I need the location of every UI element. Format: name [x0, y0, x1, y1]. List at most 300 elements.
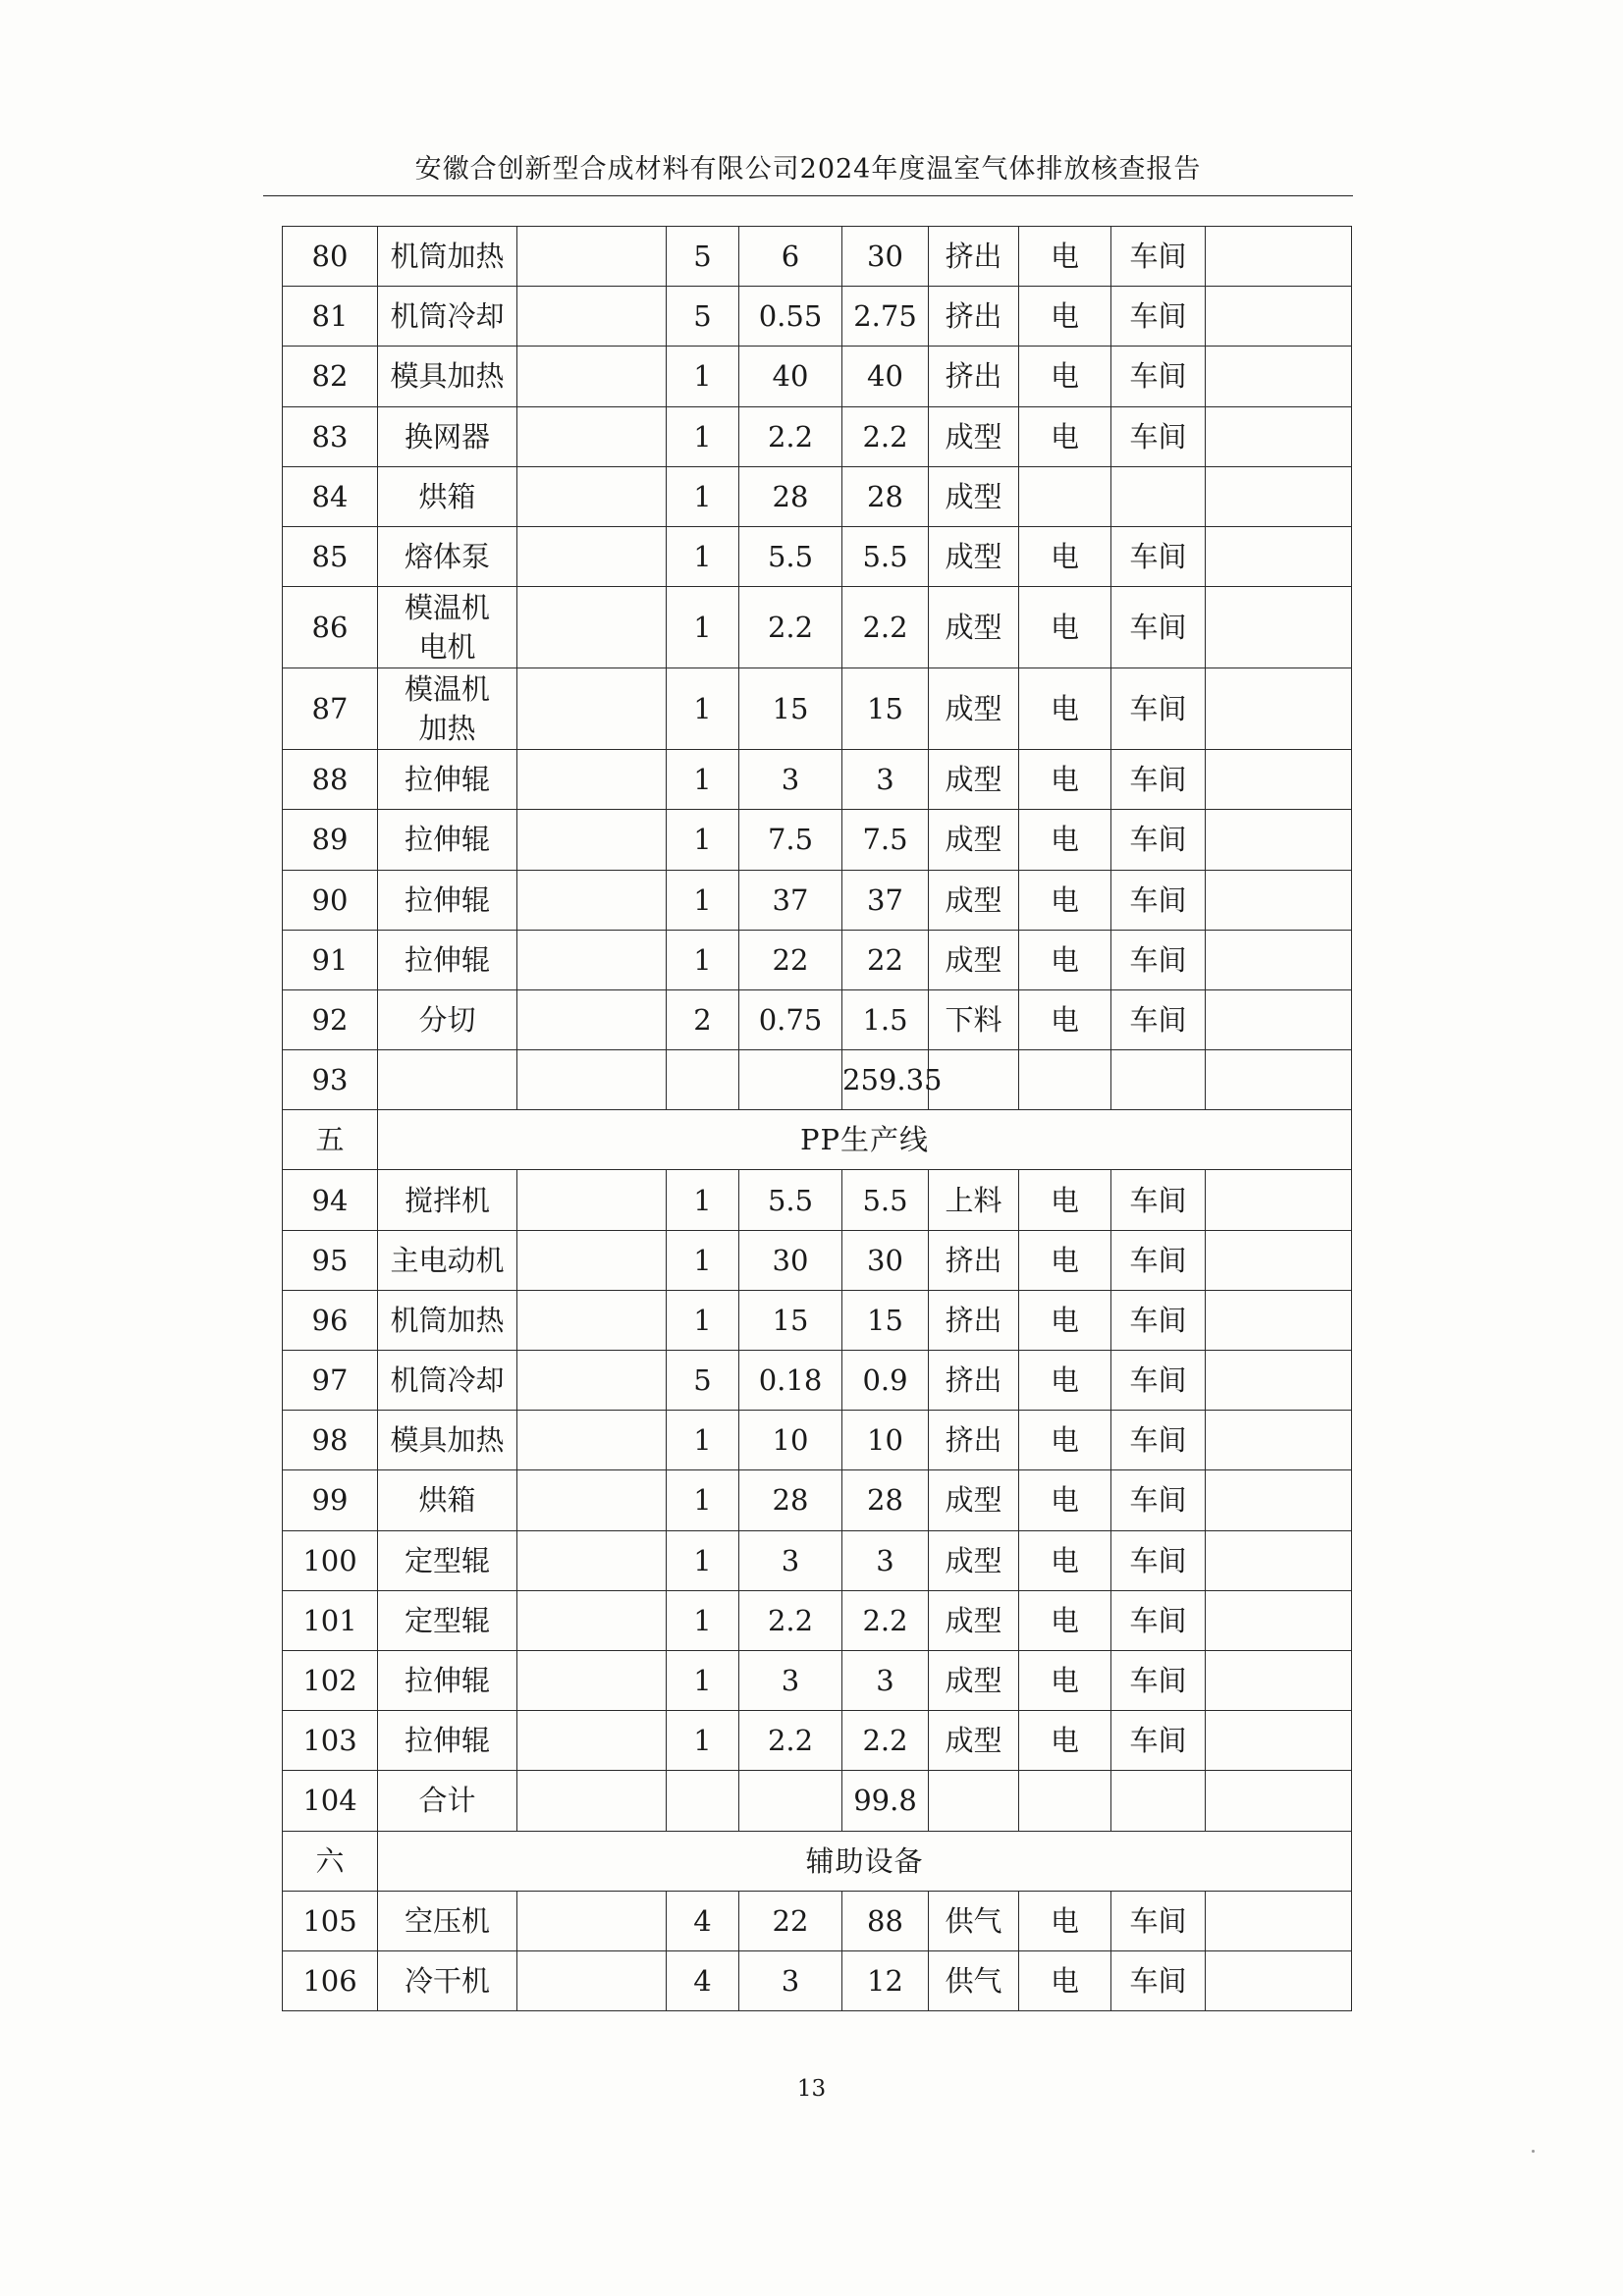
unit-power-cell: 7.5	[739, 810, 842, 870]
energy-type-cell: 电	[1019, 1230, 1111, 1290]
process-cell: 成型	[929, 870, 1019, 930]
process-cell: 成型	[929, 1530, 1019, 1590]
equipment-name-cell: 合计	[378, 1771, 517, 1831]
equipment-name-cell: 模温机电机	[378, 587, 517, 668]
location-cell: 车间	[1111, 1711, 1206, 1771]
note-cell	[1206, 587, 1352, 668]
quantity-cell: 1	[667, 1470, 739, 1530]
energy-type-cell	[1019, 466, 1111, 526]
row-number-cell: 106	[283, 1950, 378, 2010]
model-cell	[517, 287, 667, 347]
note-cell	[1206, 930, 1352, 989]
total-power-cell: 30	[842, 227, 929, 287]
process-cell: 挤出	[929, 1290, 1019, 1350]
total-power-cell: 2.2	[842, 587, 929, 668]
table-row	[283, 406, 1352, 466]
model-cell	[517, 526, 667, 586]
equipment-name-cell: 模具加热	[378, 1411, 517, 1470]
unit-power-cell: 3	[739, 750, 842, 810]
table-row	[283, 930, 1352, 989]
row-number-cell: 94	[283, 1170, 378, 1230]
process-cell: 供气	[929, 1950, 1019, 2010]
energy-type-cell: 电	[1019, 1170, 1111, 1230]
location-cell: 车间	[1111, 227, 1206, 287]
unit-power-cell: 3	[739, 1530, 842, 1590]
quantity-cell: 1	[667, 1230, 739, 1290]
page-number: 13	[796, 2076, 827, 2102]
equipment-name-cell: 烘箱	[378, 466, 517, 526]
model-cell	[517, 870, 667, 930]
table-row	[283, 1650, 1352, 1710]
quantity-cell: 2	[667, 989, 739, 1049]
unit-power-cell: 3	[739, 1950, 842, 2010]
total-power-cell: 259.35	[842, 1050, 929, 1110]
model-cell	[517, 1290, 667, 1350]
location-cell: 车间	[1111, 1170, 1206, 1230]
table-row	[283, 1050, 1352, 1110]
table-row	[283, 1351, 1352, 1411]
energy-type-cell: 电	[1019, 526, 1111, 586]
energy-type-cell: 电	[1019, 668, 1111, 750]
scan-speck	[1532, 2150, 1535, 2153]
quantity-cell: 1	[667, 1411, 739, 1470]
note-cell	[1206, 347, 1352, 406]
process-cell: 成型	[929, 810, 1019, 870]
energy-type-cell: 电	[1019, 1590, 1111, 1650]
model-cell	[517, 989, 667, 1049]
model-cell	[517, 1530, 667, 1590]
model-cell	[517, 1711, 667, 1771]
location-cell: 车间	[1111, 1351, 1206, 1411]
process-cell: 成型	[929, 1650, 1019, 1710]
location-cell: 车间	[1111, 347, 1206, 406]
unit-power-cell: 0.18	[739, 1351, 842, 1411]
quantity-cell: 1	[667, 1290, 739, 1350]
quantity-cell: 1	[667, 1590, 739, 1650]
note-cell	[1206, 1950, 1352, 2010]
model-cell	[517, 1170, 667, 1230]
total-power-cell: 37	[842, 870, 929, 930]
equipment-name-cell: 空压机	[378, 1891, 517, 1950]
row-number-cell: 85	[283, 526, 378, 586]
unit-power-cell: 15	[739, 668, 842, 750]
location-cell	[1111, 466, 1206, 526]
unit-power-cell: 22	[739, 930, 842, 989]
quantity-cell: 4	[667, 1891, 739, 1950]
process-cell: 成型	[929, 1470, 1019, 1530]
location-cell: 车间	[1111, 1891, 1206, 1950]
unit-power-cell: 10	[739, 1411, 842, 1470]
page-header-title: 安徽合创新型合成材料有限公司2024年度温室气体排放核查报告	[414, 154, 1202, 185]
note-cell	[1206, 526, 1352, 586]
note-cell	[1206, 1351, 1352, 1411]
location-cell: 车间	[1111, 1411, 1206, 1470]
model-cell	[517, 227, 667, 287]
energy-type-cell: 电	[1019, 347, 1111, 406]
note-cell	[1206, 227, 1352, 287]
row-number-cell: 88	[283, 750, 378, 810]
unit-power-cell: 22	[739, 1891, 842, 1950]
total-power-cell: 15	[842, 1290, 929, 1350]
location-cell: 车间	[1111, 1950, 1206, 2010]
model-cell	[517, 1230, 667, 1290]
total-power-cell: 99.8	[842, 1771, 929, 1831]
location-cell: 车间	[1111, 1290, 1206, 1350]
equipment-name-cell: 模温机加热	[378, 668, 517, 750]
location-cell: 车间	[1111, 406, 1206, 466]
energy-type-cell: 电	[1019, 810, 1111, 870]
equipment-name-cell: 拉伸辊	[378, 1650, 517, 1710]
row-number-cell: 87	[283, 668, 378, 750]
location-cell: 车间	[1111, 587, 1206, 668]
total-power-cell: 2.2	[842, 1590, 929, 1650]
table-row	[283, 1530, 1352, 1590]
table-row	[283, 287, 1352, 347]
quantity-cell: 5	[667, 1351, 739, 1411]
note-cell	[1206, 1230, 1352, 1290]
model-cell	[517, 1650, 667, 1710]
equipment-name-cell: 冷干机	[378, 1950, 517, 2010]
table-row	[283, 1230, 1352, 1290]
model-cell	[517, 1590, 667, 1650]
energy-type-cell: 电	[1019, 989, 1111, 1049]
note-cell	[1206, 1891, 1352, 1950]
energy-type-cell: 电	[1019, 1411, 1111, 1470]
row-number-cell: 93	[283, 1050, 378, 1110]
unit-power-cell: 0.75	[739, 989, 842, 1049]
equipment-name-cell: 机筒冷却	[378, 287, 517, 347]
equipment-name-cell: 拉伸辊	[378, 810, 517, 870]
model-cell	[517, 466, 667, 526]
row-number-cell: 98	[283, 1411, 378, 1470]
model-cell	[517, 1950, 667, 2010]
energy-type-cell	[1019, 1050, 1111, 1110]
process-cell: 成型	[929, 466, 1019, 526]
unit-power-cell: 37	[739, 870, 842, 930]
note-cell	[1206, 287, 1352, 347]
location-cell: 车间	[1111, 930, 1206, 989]
equipment-name-cell: 机筒加热	[378, 227, 517, 287]
row-number-cell: 90	[283, 870, 378, 930]
model-cell	[517, 1891, 667, 1950]
energy-type-cell: 电	[1019, 870, 1111, 930]
location-cell: 车间	[1111, 668, 1206, 750]
table-row	[283, 1950, 1352, 2010]
location-cell: 车间	[1111, 810, 1206, 870]
process-cell: 挤出	[929, 347, 1019, 406]
model-cell	[517, 810, 667, 870]
quantity-cell: 1	[667, 406, 739, 466]
location-cell: 车间	[1111, 526, 1206, 586]
process-cell: 成型	[929, 668, 1019, 750]
unit-power-cell: 2.2	[739, 1590, 842, 1650]
model-cell	[517, 1771, 667, 1831]
quantity-cell: 5	[667, 287, 739, 347]
process-cell: 供气	[929, 1891, 1019, 1950]
table-row	[283, 1590, 1352, 1650]
process-cell: 下料	[929, 989, 1019, 1049]
row-number-cell: 103	[283, 1711, 378, 1771]
section-header-row	[283, 1110, 1352, 1170]
row-number-cell: 96	[283, 1290, 378, 1350]
table-row	[283, 870, 1352, 930]
equipment-name-cell: 搅拌机	[378, 1170, 517, 1230]
equipment-name-cell: 定型辊	[378, 1590, 517, 1650]
process-cell	[929, 1050, 1019, 1110]
row-number-cell: 100	[283, 1530, 378, 1590]
table-row	[283, 587, 1352, 668]
quantity-cell: 1	[667, 870, 739, 930]
quantity-cell: 1	[667, 1650, 739, 1710]
model-cell	[517, 930, 667, 989]
energy-type-cell: 电	[1019, 227, 1111, 287]
total-power-cell: 3	[842, 750, 929, 810]
total-power-cell: 88	[842, 1891, 929, 1950]
quantity-cell: 4	[667, 1950, 739, 2010]
section-number-cell: 五	[283, 1110, 378, 1170]
table-row	[283, 1470, 1352, 1530]
quantity-cell: 1	[667, 750, 739, 810]
row-number-cell: 80	[283, 227, 378, 287]
total-power-cell: 15	[842, 668, 929, 750]
note-cell	[1206, 750, 1352, 810]
table-row	[283, 1711, 1352, 1771]
table-row	[283, 1170, 1352, 1230]
total-power-cell: 12	[842, 1950, 929, 2010]
equipment-name-cell: 机筒冷却	[378, 1351, 517, 1411]
equipment-name-cell: 熔体泵	[378, 526, 517, 586]
energy-type-cell: 电	[1019, 1891, 1111, 1950]
equipment-name-cell: 换网器	[378, 406, 517, 466]
equipment-name-cell: 模具加热	[378, 347, 517, 406]
process-cell: 成型	[929, 930, 1019, 989]
unit-power-cell: 2.2	[739, 587, 842, 668]
note-cell	[1206, 1530, 1352, 1590]
note-cell	[1206, 668, 1352, 750]
row-number-cell: 102	[283, 1650, 378, 1710]
row-number-cell: 95	[283, 1230, 378, 1290]
process-cell: 挤出	[929, 1411, 1019, 1470]
row-number-cell: 84	[283, 466, 378, 526]
location-cell: 车间	[1111, 989, 1206, 1049]
total-power-cell: 1.5	[842, 989, 929, 1049]
table-row	[283, 466, 1352, 526]
note-cell	[1206, 1050, 1352, 1110]
quantity-cell: 1	[667, 526, 739, 586]
quantity-cell	[667, 1771, 739, 1831]
energy-type-cell: 电	[1019, 1950, 1111, 2010]
section-title-cell: 辅助设备	[378, 1831, 1352, 1891]
unit-power-cell: 15	[739, 1290, 842, 1350]
table-row	[283, 810, 1352, 870]
unit-power-cell: 30	[739, 1230, 842, 1290]
row-number-cell: 82	[283, 347, 378, 406]
model-cell	[517, 750, 667, 810]
unit-power-cell: 2.2	[739, 406, 842, 466]
process-cell: 成型	[929, 526, 1019, 586]
total-power-cell: 3	[842, 1530, 929, 1590]
unit-power-cell: 5.5	[739, 526, 842, 586]
process-cell: 挤出	[929, 287, 1019, 347]
quantity-cell: 1	[667, 810, 739, 870]
equipment-name-cell: 拉伸辊	[378, 930, 517, 989]
model-cell	[517, 1411, 667, 1470]
quantity-cell: 5	[667, 227, 739, 287]
quantity-cell: 1	[667, 930, 739, 989]
energy-type-cell: 电	[1019, 930, 1111, 989]
location-cell: 车间	[1111, 287, 1206, 347]
process-cell: 挤出	[929, 1230, 1019, 1290]
process-cell: 成型	[929, 750, 1019, 810]
quantity-cell: 1	[667, 1711, 739, 1771]
total-power-cell: 10	[842, 1411, 929, 1470]
row-number-cell: 92	[283, 989, 378, 1049]
total-power-cell: 22	[842, 930, 929, 989]
location-cell: 车间	[1111, 1470, 1206, 1530]
row-number-cell: 97	[283, 1351, 378, 1411]
total-power-cell: 2.75	[842, 287, 929, 347]
quantity-cell: 1	[667, 466, 739, 526]
energy-type-cell: 电	[1019, 587, 1111, 668]
table-row	[283, 989, 1352, 1049]
unit-power-cell: 3	[739, 1650, 842, 1710]
row-number-cell: 99	[283, 1470, 378, 1530]
row-number-cell: 83	[283, 406, 378, 466]
model-cell	[517, 347, 667, 406]
row-number-cell: 81	[283, 287, 378, 347]
equipment-name-cell: 拉伸辊	[378, 1711, 517, 1771]
energy-type-cell: 电	[1019, 1290, 1111, 1350]
process-cell: 成型	[929, 1590, 1019, 1650]
note-cell	[1206, 1411, 1352, 1470]
total-power-cell: 0.9	[842, 1351, 929, 1411]
unit-power-cell: 6	[739, 227, 842, 287]
energy-type-cell: 电	[1019, 406, 1111, 466]
note-cell	[1206, 1170, 1352, 1230]
location-cell: 车间	[1111, 1590, 1206, 1650]
model-cell	[517, 1050, 667, 1110]
equipment-table	[282, 226, 1352, 2011]
section-number-cell: 六	[283, 1831, 378, 1891]
quantity-cell: 1	[667, 587, 739, 668]
equipment-name-cell: 机筒加热	[378, 1290, 517, 1350]
header-rule	[263, 195, 1353, 196]
location-cell: 车间	[1111, 750, 1206, 810]
equipment-name-cell: 分切	[378, 989, 517, 1049]
location-cell: 车间	[1111, 1230, 1206, 1290]
equipment-name-cell	[378, 1050, 517, 1110]
table-row	[283, 1771, 1352, 1831]
note-cell	[1206, 1771, 1352, 1831]
note-cell	[1206, 1650, 1352, 1710]
model-cell	[517, 1351, 667, 1411]
quantity-cell	[667, 1050, 739, 1110]
energy-type-cell: 电	[1019, 1650, 1111, 1710]
unit-power-cell: 28	[739, 466, 842, 526]
unit-power-cell	[739, 1050, 842, 1110]
note-cell	[1206, 466, 1352, 526]
row-number-cell: 104	[283, 1771, 378, 1831]
equipment-name-cell: 定型辊	[378, 1530, 517, 1590]
equipment-name-cell: 拉伸辊	[378, 750, 517, 810]
location-cell	[1111, 1050, 1206, 1110]
row-number-cell: 101	[283, 1590, 378, 1650]
energy-type-cell: 电	[1019, 750, 1111, 810]
quantity-cell: 1	[667, 347, 739, 406]
total-power-cell: 3	[842, 1650, 929, 1710]
quantity-cell: 1	[667, 1530, 739, 1590]
note-cell	[1206, 406, 1352, 466]
location-cell	[1111, 1771, 1206, 1831]
note-cell	[1206, 1290, 1352, 1350]
energy-type-cell: 电	[1019, 1351, 1111, 1411]
table-row	[283, 526, 1352, 586]
process-cell	[929, 1771, 1019, 1831]
table-row	[283, 227, 1352, 287]
energy-type-cell: 电	[1019, 1470, 1111, 1530]
equipment-name-cell: 主电动机	[378, 1230, 517, 1290]
note-cell	[1206, 810, 1352, 870]
row-number-cell: 89	[283, 810, 378, 870]
process-cell: 成型	[929, 1711, 1019, 1771]
location-cell: 车间	[1111, 1530, 1206, 1590]
unit-power-cell: 2.2	[739, 1711, 842, 1771]
unit-power-cell: 28	[739, 1470, 842, 1530]
table-row	[283, 1290, 1352, 1350]
note-cell	[1206, 870, 1352, 930]
model-cell	[517, 1470, 667, 1530]
location-cell: 车间	[1111, 870, 1206, 930]
table-row	[283, 750, 1352, 810]
row-number-cell: 105	[283, 1891, 378, 1950]
total-power-cell: 30	[842, 1230, 929, 1290]
equipment-name-cell: 拉伸辊	[378, 870, 517, 930]
process-cell: 成型	[929, 587, 1019, 668]
process-cell: 成型	[929, 406, 1019, 466]
row-number-cell: 91	[283, 930, 378, 989]
quantity-cell: 1	[667, 668, 739, 750]
total-power-cell: 40	[842, 347, 929, 406]
note-cell	[1206, 989, 1352, 1049]
unit-power-cell: 40	[739, 347, 842, 406]
unit-power-cell: 0.55	[739, 287, 842, 347]
section-title-cell: PP生产线	[378, 1110, 1352, 1170]
total-power-cell: 2.2	[842, 1711, 929, 1771]
model-cell	[517, 668, 667, 750]
energy-type-cell	[1019, 1771, 1111, 1831]
model-cell	[517, 587, 667, 668]
unit-power-cell: 5.5	[739, 1170, 842, 1230]
note-cell	[1206, 1711, 1352, 1771]
note-cell	[1206, 1590, 1352, 1650]
table-row	[283, 1891, 1352, 1950]
table-row	[283, 347, 1352, 406]
total-power-cell: 28	[842, 466, 929, 526]
model-cell	[517, 406, 667, 466]
unit-power-cell	[739, 1771, 842, 1831]
energy-type-cell: 电	[1019, 1530, 1111, 1590]
equipment-name-cell: 烘箱	[378, 1470, 517, 1530]
table-row	[283, 1411, 1352, 1470]
note-cell	[1206, 1470, 1352, 1530]
section-header-row	[283, 1831, 1352, 1891]
total-power-cell: 5.5	[842, 1170, 929, 1230]
total-power-cell: 5.5	[842, 526, 929, 586]
process-cell: 挤出	[929, 227, 1019, 287]
process-cell: 上料	[929, 1170, 1019, 1230]
energy-type-cell: 电	[1019, 1711, 1111, 1771]
energy-type-cell: 电	[1019, 287, 1111, 347]
